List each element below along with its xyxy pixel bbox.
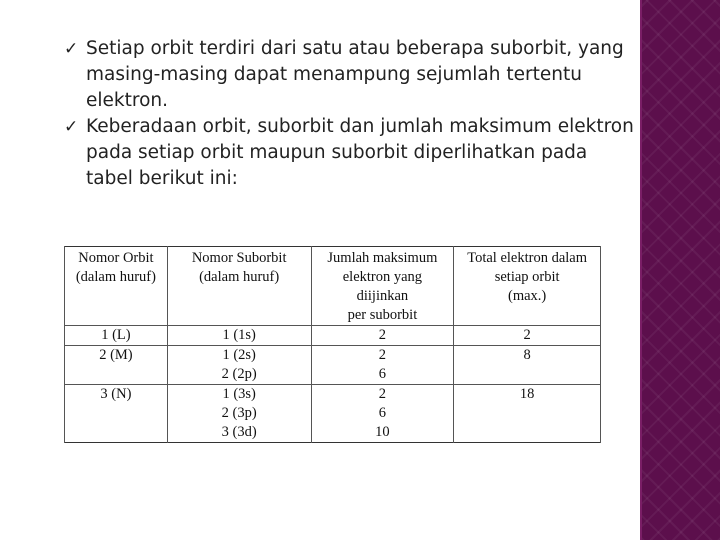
check-icon: ✓ — [64, 117, 79, 137]
header-orbit: Nomor Orbit (dalam huruf) — [65, 247, 168, 326]
suborbit-cell: 1 (3s) 2 (3p) 3 (3d) — [167, 385, 311, 443]
total-cell: 18 — [454, 385, 601, 443]
total-cell: 8 — [454, 346, 601, 385]
side-decor-panel — [642, 0, 720, 540]
orbit-table-container — [64, 246, 601, 440]
table-row — [65, 326, 601, 346]
orbit-table — [64, 246, 601, 443]
orbit-cell: 3 (N) — [65, 385, 168, 443]
table-row — [65, 385, 601, 443]
bullet-text: Keberadaan orbit, suborbit dan jumlah maksimum elektron pada setiap orbit maupun suborbit diperlihatkan pada tabel berikut ini: — [86, 116, 634, 189]
table-header-row — [65, 247, 601, 326]
bullet-text: Setiap orbit terdiri dari satu atau beberapa suborbit, yang masing-masing dapat menampung sejumlah tertentu elektron. — [86, 38, 624, 111]
bullet-list — [64, 36, 634, 192]
bullet-item — [64, 114, 634, 192]
check-icon: ✓ — [64, 39, 79, 59]
table-row — [65, 346, 601, 385]
bullet-item — [64, 36, 634, 114]
electrons-cell: 2 6 10 — [311, 385, 454, 443]
suborbit-cell: 1 (2s) 2 (2p) — [167, 346, 311, 385]
suborbit-cell: 1 (1s) — [167, 326, 311, 346]
orbit-cell: 2 (M) — [65, 346, 168, 385]
electrons-cell: 2 — [311, 326, 454, 346]
header-suborbit: Nomor Suborbit (dalam huruf) — [167, 247, 311, 326]
header-max-electrons: Jumlah maksimum elektron yang diijinkan per suborbit — [311, 247, 454, 326]
header-total-electrons: Total elektron dalam setiap orbit (max.) — [454, 247, 601, 326]
electrons-cell: 2 6 — [311, 346, 454, 385]
total-cell: 2 — [454, 326, 601, 346]
orbit-cell: 1 (L) — [65, 326, 168, 346]
